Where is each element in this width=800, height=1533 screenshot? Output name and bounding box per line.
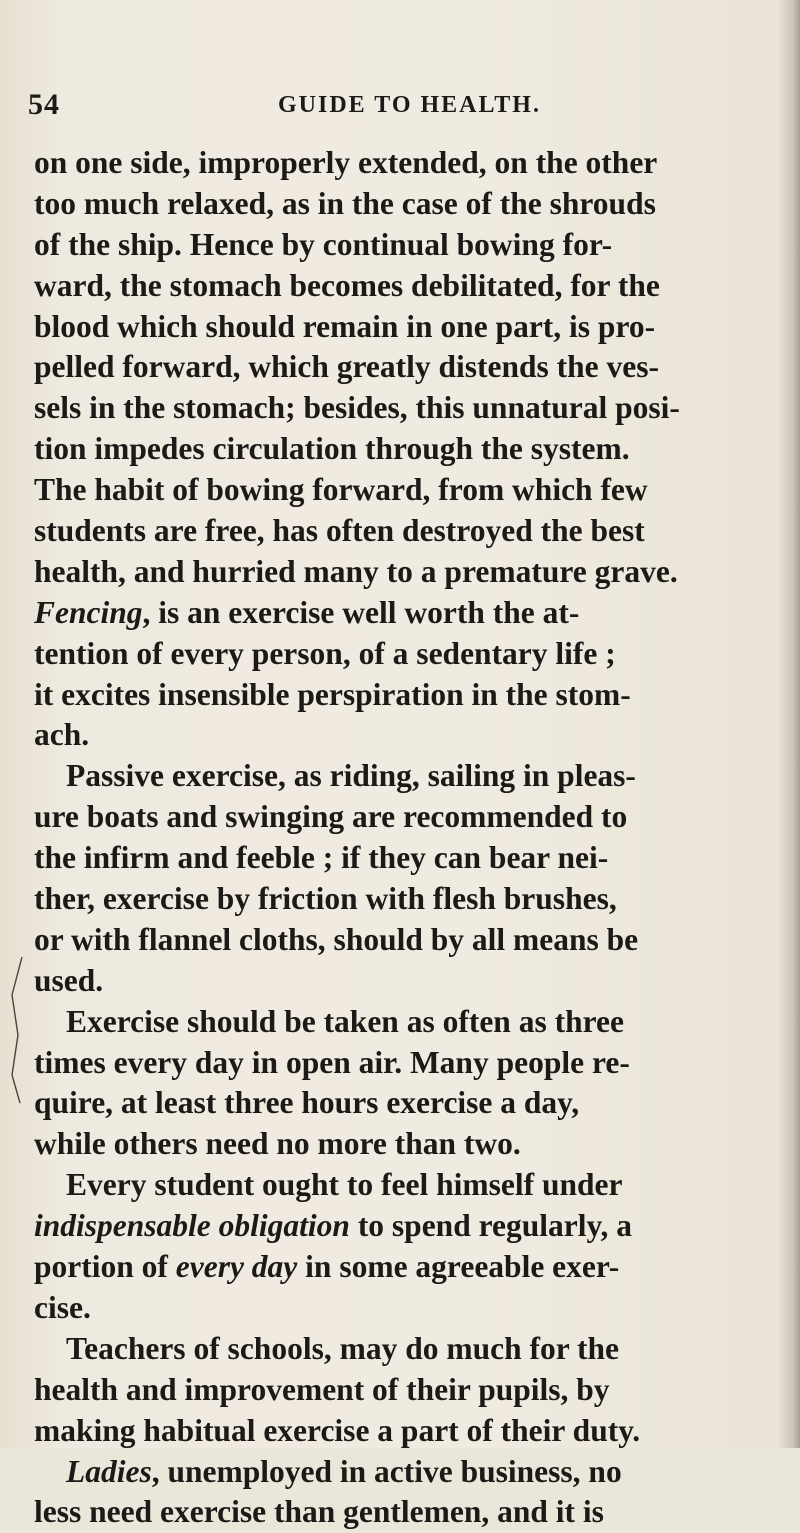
italic-text: Ladies — [66, 1453, 152, 1489]
text-line — [34, 1002, 774, 1043]
page-edge-shadow — [778, 0, 800, 1448]
text-line — [34, 184, 774, 225]
text-line — [34, 1411, 774, 1452]
text-line — [34, 920, 774, 961]
text-line — [34, 879, 774, 920]
line-text: blood which should remain in one part, is pro- — [34, 308, 656, 344]
running-head — [28, 88, 768, 128]
margin-bracket-mark — [8, 955, 24, 1105]
line-text: Passive exercise, as riding, sailing in pleas- — [66, 758, 636, 794]
line-text: Teachers of schools, may do much for the — [66, 1330, 619, 1366]
text-line — [34, 225, 774, 266]
text-line — [34, 388, 774, 429]
line-text: , is an exercise well worth the at- — [142, 594, 580, 630]
text-line — [34, 1329, 774, 1370]
text-line — [34, 1083, 774, 1124]
text-line — [34, 143, 774, 184]
line-text: ach. — [34, 717, 90, 753]
line-text: Every student ought to feel himself under — [66, 1167, 623, 1203]
line-text: Exercise should be taken as often as three — [66, 1003, 624, 1039]
text-line — [34, 1370, 774, 1411]
text-line — [34, 1492, 774, 1533]
italic-text: Fencing — [34, 594, 143, 630]
text-line — [34, 715, 774, 756]
text-line — [34, 961, 774, 1002]
text-line — [34, 1043, 774, 1084]
line-text: , unemployed in active business, no — [151, 1453, 622, 1489]
line-text: times every day in open air. Many people re- — [34, 1044, 630, 1080]
text-line — [34, 1452, 774, 1493]
line-text: too much relaxed, as in the case of the shrouds — [34, 185, 656, 221]
text-line — [34, 1206, 774, 1247]
text-line — [34, 1288, 774, 1329]
text-line — [34, 675, 774, 716]
body-text — [34, 143, 774, 1533]
line-text: to spend regularly, a — [349, 1208, 633, 1244]
text-line — [34, 307, 774, 348]
line-text: the infirm and feeble ; if they can bear nei- — [34, 840, 609, 876]
line-text: health, and hurried many to a premature grave. — [34, 553, 678, 589]
text-line — [34, 266, 774, 307]
line-text: it excites insensible perspiration in the stom- — [34, 676, 631, 712]
line-text: used. — [34, 962, 104, 998]
text-line — [34, 1247, 774, 1288]
line-text: or with flannel cloths, should by all means be — [34, 921, 639, 957]
text-line — [34, 1124, 774, 1165]
line-text: health and improvement of their pupils, by — [34, 1371, 610, 1407]
line-text: students are free, has often destroyed the best — [34, 513, 645, 549]
line-text: of the ship. Hence by continual bowing for- — [34, 226, 613, 262]
line-text: in some agreeable exer- — [297, 1249, 620, 1285]
text-line — [34, 1165, 774, 1206]
text-line — [34, 838, 774, 879]
page-number: 54 — [28, 88, 60, 121]
line-text: tention of every person, of a sedentary life ; — [34, 635, 616, 671]
text-line — [34, 511, 774, 552]
line-text: less need exercise than gentlemen, and it is — [34, 1494, 604, 1530]
line-text: cise. — [34, 1289, 91, 1325]
line-text: while others need no more than two. — [34, 1126, 521, 1162]
text-line — [34, 470, 774, 511]
running-title: GUIDE TO HEALTH. — [278, 92, 541, 118]
text-line — [34, 756, 774, 797]
line-text: tion impedes circulation through the system. — [34, 431, 630, 467]
line-text: quire, at least three hours exercise a day, — [34, 1085, 580, 1121]
text-line — [34, 593, 774, 634]
italic-text: indispensable obligation — [34, 1208, 350, 1244]
text-line — [34, 634, 774, 675]
line-text: on one side, improperly extended, on the other — [34, 145, 658, 180]
line-text: The habit of bowing forward, from which few — [34, 472, 648, 508]
text-line — [34, 552, 774, 593]
text-line — [34, 429, 774, 470]
text-line — [34, 347, 774, 388]
line-text: ther, exercise by friction with flesh brushes, — [34, 881, 617, 917]
italic-text: every day — [175, 1249, 298, 1285]
line-text: making habitual exercise a part of their duty. — [34, 1412, 641, 1448]
line-text: portion of — [34, 1249, 176, 1285]
line-text: ward, the stomach becomes debilitated, for the — [34, 267, 660, 303]
line-text: ure boats and swinging are recommended to — [34, 799, 628, 835]
text-line — [34, 797, 774, 838]
line-text: pelled forward, which greatly distends the ves- — [34, 349, 660, 385]
line-text: sels in the stomach; besides, this unnatural posi- — [34, 390, 680, 426]
